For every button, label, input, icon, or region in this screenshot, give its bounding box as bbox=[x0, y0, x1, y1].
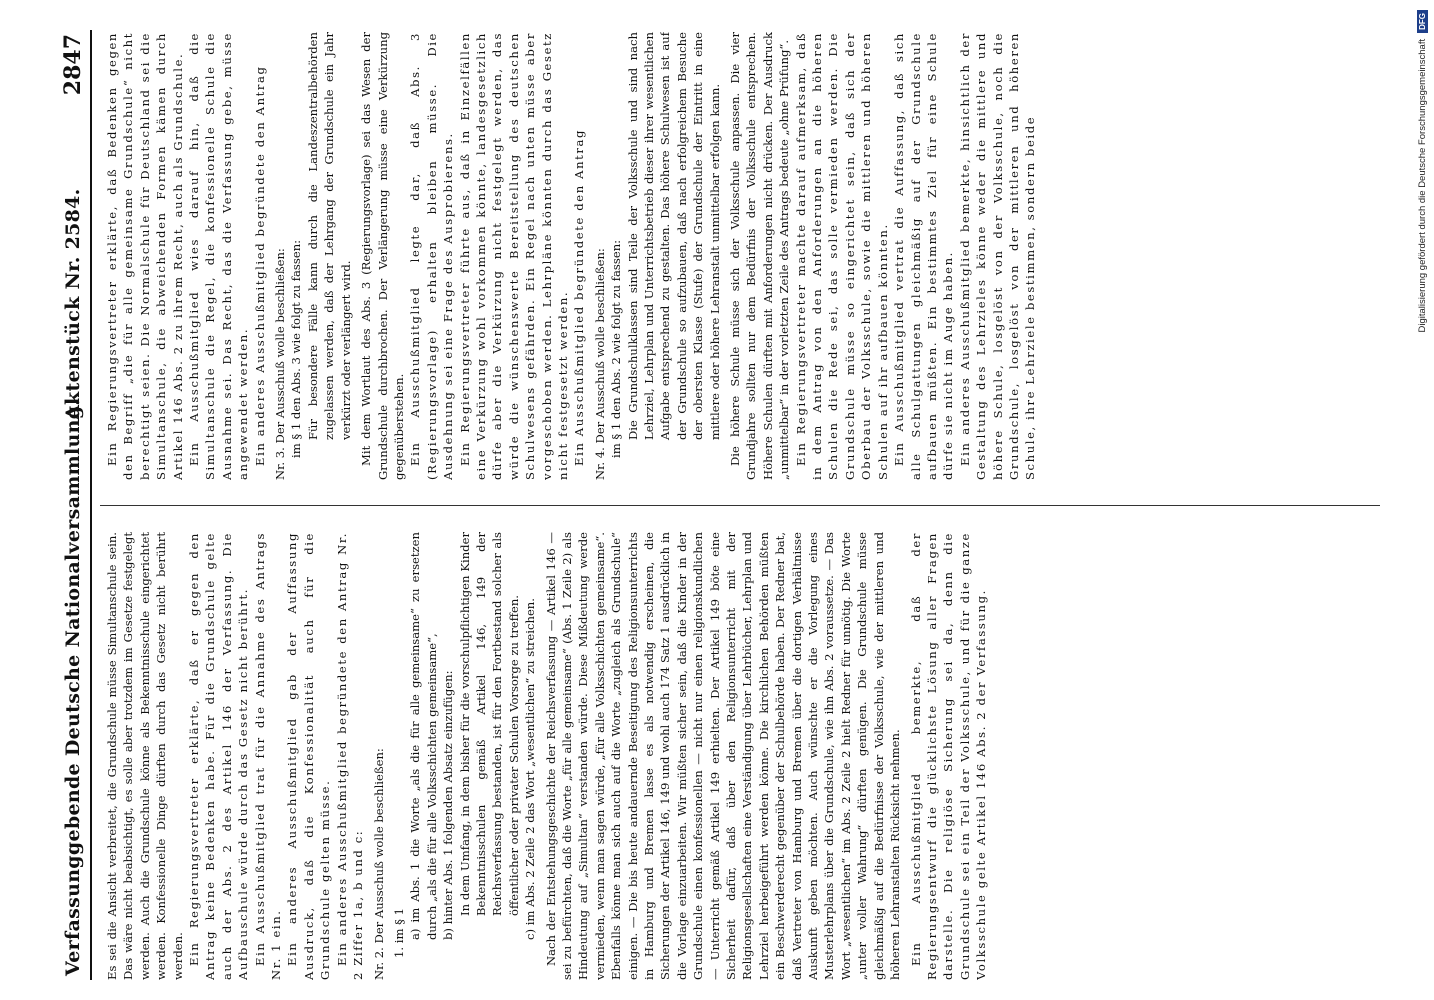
left-column bbox=[104, 532, 1374, 980]
paragraph: Ein Ausschußmitglied wies darauf hin, daß die Simultanschule die Regel, die konfessionelle Schule die Ausnahme sei. Das Recht, das die Verfassung gebe, müsse angewendet werden. bbox=[187, 32, 251, 480]
running-header bbox=[52, 30, 92, 980]
list-item: im § 1 den Abs. 2 wie folgt zu fassen: bbox=[609, 239, 624, 458]
header-document-number: Aktenstück Nr. 2584. bbox=[62, 188, 84, 420]
list-item: In dem Umfang, in dem bisher für die vorschulpflichtigen Kinder Bekenntnisschulen gemäß Artikel 146, 149 der Reichsverfassung bestanden, ist für den Fortbestand solcher als öffentlicher oder privater Schulen Vorsorge zu treffen. bbox=[457, 532, 521, 916]
list-item: 1. im § 1 bbox=[391, 908, 406, 958]
paragraph: Ein Regierungsvertreter erklärte, daß Bedenken gegen den Begriff „die für alle gemeinsame Grundschule“ nicht berechtigt seien. Die Normalschule für Deutschland sei die Simultanschule, die abweichenden Formen kämen durch Artikel 146 Abs. 2 zu ihrem Recht, auch als Grundschule. bbox=[105, 32, 185, 480]
paragraph: Ein Ausschußmitglied bemerkte, daß der Regierungsentwurf die glücklichste Lösung aller Fragen darstelle. Die religiöse Sicherung sei da, denn die Grundschule sei ein Teil der Volksschule, und für die ganze Volksschule gelte Artikel 146 Abs. 2 der Verfassung. bbox=[908, 532, 989, 980]
list-item: im § 1 den Abs. 3 wie folgt zu fassen: bbox=[289, 239, 304, 458]
list-item: a) im Abs. 1 die Worte „als die für alle gemeinsame“ zu ersetzen durch „als die für alle Volksschichten gemeinsame“, bbox=[408, 532, 439, 940]
paragraph: Ein anderes Ausschußmitglied bemerkte, hinsichtlich der Gestaltung des Lehrzieles könne weder die mittlere und höhere Schule, losgelöst von der Volksschule, noch die Grundschule, losgelöst von der mittleren und höheren Schule, ihre Lehrziele bestimmen, sondern beide bbox=[957, 32, 1038, 480]
list-item: b) hinter Abs. 1 folgenden Absatz einzufügen: bbox=[441, 670, 456, 940]
document-page bbox=[52, 30, 1392, 980]
header-title: Verfassunggebende Deutsche Nationalversammlung. bbox=[62, 398, 84, 976]
right-column bbox=[104, 32, 1374, 480]
paragraph: Ein Ausschußmitglied legte dar, daß Abs. 3 (Regierungsvorlage) erhalten bleiben müsse. Die Ausdehnung sei eine Frage des Ausprobierens. bbox=[408, 32, 456, 480]
list-item: c) im Abs. 2 Zeile 2 das Wort „wesentlichen“ zu streichen. bbox=[523, 598, 538, 940]
dfg-logo: DFG bbox=[1417, 10, 1428, 33]
motion-heading: Nr. 2. Der Ausschuß wolle beschließen: bbox=[371, 748, 386, 980]
paragraph: Ein Regierungsvertreter erklärte, daß er gegen den Antrag keine Bedenken habe. Für die Grundschule gelte auch der Abs. 2 des Artikel 146 der Verfassung. Die Aufbauschule würde durch das Gesetz nicht berührt. bbox=[187, 532, 251, 980]
paragraph: Ein Ausschußmitglied begründete den Antrag bbox=[572, 128, 587, 466]
motion-heading: Nr. 3. Der Ausschuß wolle beschließen: bbox=[273, 248, 288, 480]
list-item: Für besondere Fälle kann durch die Landeszentralbehörden zugelassen werden, daß der Lehrgang der Grundschule ein Jahr verkürzt oder verlängert wird. bbox=[305, 32, 353, 440]
paragraph: Die höhere Schule müsse sich der Volksschule anpassen. Die vier Grundjahre sollten nur dem Bedürfnis der Volksschule entsprechen. Höhere Schulen dürften mit Anforderungen nicht drücken. Der Ausdruck „unmittelbar“ in der vorletzten Zeile des Antrags bedeute „ohne Prüfung“. bbox=[728, 32, 792, 480]
paragraph: Ein anderes Ausschußmitglied begründete den Antrag bbox=[252, 65, 267, 466]
paragraph: Ein Regierungsvertreter machte darauf aufmerksam, daß in dem Antrag von den Anforderungen an die höheren Schulen die Rede sei, das solle vermieden werden. Die Grundschule müsse so eingerichtet sein, daß sich der Oberbau der Volksschule, sowie die mittleren und höheren Schulen auf ihr aufbauen könnten. bbox=[793, 32, 890, 480]
paragraph: Ein anderes Ausschußmitglied begründete den Antrag Nr. 2 Ziffer 1a, b und c: bbox=[334, 532, 366, 980]
paragraph: Mit dem Wortlaut des Abs. 3 (Regierungsvorlage) sei das Wesen der Grundschule durchbrochen. Der Verlängerung müsse eine Verkürzung gegenüberstehen. bbox=[359, 32, 406, 480]
paragraph: Ein anderes Ausschußmitglied gab der Auffassung Ausdruck, daß die Konfessionalität auch für die Grundschule gelten müsse. bbox=[285, 532, 333, 980]
digitization-credit bbox=[1414, 10, 1430, 980]
list-item: Die Grundschulklassen sind Teile der Volksschule und sind nach Lehrziel, Lehrplan und Unterrichtsbetrieb dieser ihrer wesentlichen Aufgabe entsprechend zu gestalten. Das höhere Schulwesen ist auf der Grundschule so aufzubauen, daß nach erfolgreichem Besuche der obersten Klasse (Stufe) der Grundschule der Eintritt in eine mittlere oder höhere Lehranstalt unmittelbar erfolgen kann. bbox=[625, 32, 722, 440]
column-divider bbox=[100, 505, 1380, 506]
paragraph: Ein Regierungsvertreter führte aus, daß in Einzelfällen eine Verkürzung wohl vorkommen könnte, landesgesetzlich dürfe aber die Verkürzung nicht festgelegt werden, das würde die wünschenswerte Bereitstellung des deutschen Schulwesens gefährden. Ein Regel nach unten müsse aber vorgeschoben werden. Lehrpläne könnten durch das Gesetz nicht festgesetzt werden. bbox=[457, 32, 570, 480]
paragraph: Ein Ausschußmitglied vertrat die Auffassung, daß sich alle Schulgattungen gleichmäßig auf der Grundschule aufbauen müßten. Ein bestimmtes Ziel für eine Schule dürfe sie nicht im Auge haben. bbox=[892, 32, 956, 480]
credit-text: Digitalisierung gefördert durch die Deutsche Forschungsgemeinschaft bbox=[1416, 38, 1428, 333]
motion-heading: Nr. 4. Der Ausschuß wolle beschließen: bbox=[592, 248, 607, 480]
paragraph: Ein Ausschußmitglied trat für die Annahme des Antrags Nr. 1 ein. bbox=[252, 532, 284, 980]
paragraph: Es sei die Ansicht verbreitet, die Grundschule müsse Simultanschule sein. Das wäre nicht beabsichtigt, es solle aber trotzdem im Gesetze festgelegt werden. Auch die Grundschule könne als Bekenntnisschule eingerichtet werden. Konfessionelle Dinge dürften durch das Gesetz nicht berührt werden. bbox=[105, 532, 185, 980]
paragraph: Nach der Entstehungsgeschichte der Reichsverfassung — Artikel 146 — sei zu befürchten, daß die Worte „für alle gemeinsame“ (Abs. 1 Zeile 2) als Hindeutung auf „Simultan“ verstanden würde. Diese Mißdeutung werde vermieden, wenn man sagen würde, „für alle Volksschichten gemeinsame“. Ebenfalls könne man sich auch auf die Worte „zugleich als Grundschule“ einigen. — Die bis heute andauernde Beseitigung des Religionsunterrichts in Hamburg und Bremen lasse es als notwendig erscheinen, die Sicherungen der Artikel 146, 149 und wohl auch 174 Satz 1 ausdrücklich in die Vorlage einzuarbeiten. Wir müßten sicher sein, daß die Kinder in der Grundschule einen konfessionellen — nicht nur einen religionskundlichen — Unterricht gemäß Artikel 149 erhielten. Der Artikel 149 böte eine Sicherheit dafür, daß über den Religionsunterricht mit der Religionsgesellschaften eine Verständigung über Lehrbücher, Lehrplan und Lehrziel herbeigeführt werden könne. Die kirchlichen Behörden müßten ein Beschwerderecht gegenüber der Schulbehörde haben. Der Redner bat, daß Vertreter von Hamburg und Bremen über die dortigen Verhältnisse Auskunft geben möchten. Auch wünschte er die Vorlegung eines Musterlehrplans über die Grundschule, wie ihn Abs. 2 voraussetze. — Das Wort „wesentlichen“ im Abs. 2 Zeile 2 hielt Redner für unnötig. Die Worte „unter voller Wahrung“ dürften genügen. Die Grundschule müsse gleichmäßig auf die Bedürfnisse der Volksschule, wie der mittleren und höheren Lehranstalten Rücksicht nehmen. bbox=[543, 532, 903, 980]
page-number: 2847 bbox=[60, 34, 86, 96]
